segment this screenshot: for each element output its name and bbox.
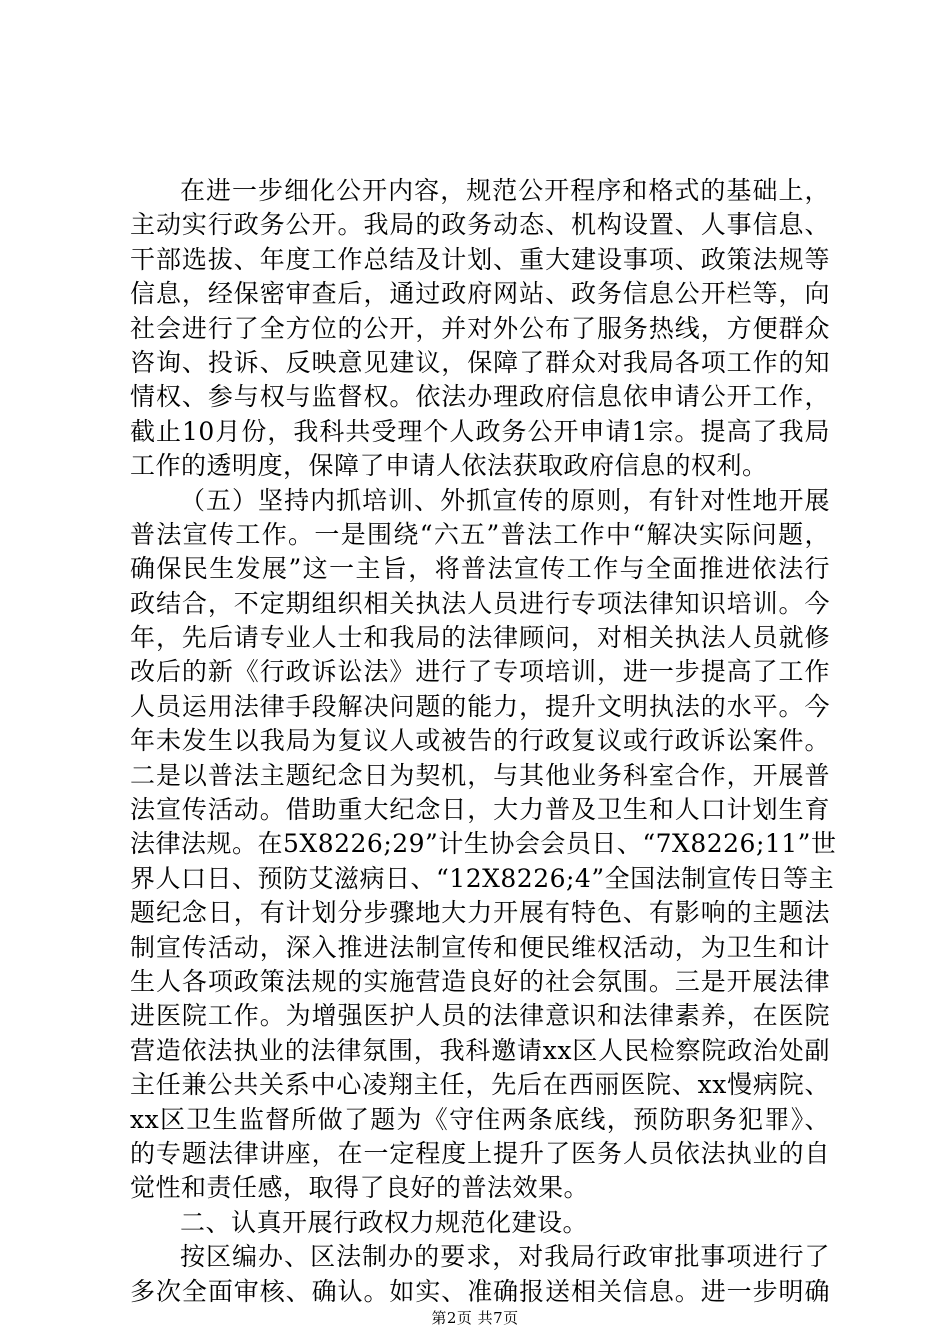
text-line: 生人各项政策法规的实施营造良好的社会氛围。三是开展法律	[130, 966, 830, 996]
text-line: 按区编办、区法制办的要求，对我局行政审批事项进行了	[180, 1242, 830, 1272]
text-line: 的专题法律讲座，在一定程度上提升了医务人员依法执业的自	[130, 1138, 830, 1168]
page-footer: 第2页 共7页	[431, 1309, 519, 1327]
text-line: 进医院工作。为增强医护人员的法律意识和法律素养，在医院	[130, 1001, 830, 1031]
text-line: 普法宣传工作。一是围绕“六五”普法工作中“解决实际问题，	[130, 519, 830, 549]
document-body	[130, 174, 837, 1309]
text-line: 工作的透明度，保障了申请人依法获取政府信息的权利。	[130, 451, 768, 481]
text-line: 年未发生以我局为复议人或被告的行政复议或行政诉讼案件。	[130, 726, 830, 756]
text-line: 在进一步细化公开内容，规范公开程序和格式的基础上，	[180, 176, 830, 205]
text-line: 信息，经保密审查后，通过政府网站、政务信息公开栏等，向	[130, 279, 830, 309]
text-line: 年，先后请专业人士和我局的法律顾问，对相关执法人员就修	[130, 623, 830, 653]
text-line: 社会进行了全方位的公开，并对外公布了服务热线，方便群众	[130, 313, 830, 343]
text-line: 改后的新《行政诉讼法》进行了专项培训，进一步提高了工作	[130, 657, 830, 687]
text-line: 情权、参与权与监督权。依法办理政府信息依申请公开工作，	[130, 382, 830, 412]
text-line: 干部选拔、年度工作总结及计划、重大建设事项、政策法规等	[130, 244, 830, 274]
text-line: （五）坚持内抓培训、外抓宣传的原则，有针对性地开展	[180, 485, 830, 515]
text-line: 二是以普法主题纪念日为契机，与其他业务科室合作，开展普	[130, 760, 830, 790]
text-line: 法宣传活动。借助重大纪念日，大力普及卫生和人口计划生育	[130, 795, 830, 825]
text-line: 人员运用法律手段解决问题的能力，提升文明执法的水平。今	[130, 691, 830, 721]
text-line: xx区卫生监督所做了题为《守住两条底线，预防职务犯罪》、	[130, 1104, 830, 1134]
text-line: 觉性和责任感，取得了良好的普法效果。	[130, 1173, 590, 1203]
text-line: 营造依法执业的法律氛围，我科邀请xx区人民检察院政治处副	[130, 1035, 830, 1065]
text-line: 制宣传活动，深入推进法制宣传和便民维权活动，为卫生和计	[130, 932, 830, 962]
text-line: 题纪念日，有计划分步骤地大力开展有特色、有影响的主题法	[130, 898, 830, 928]
text-line: 政结合，不定期组织相关执法人员进行专项法律知识培训。今	[130, 588, 830, 618]
text-line: 多次全面审核、确认。如实、准确报送相关信息。进一步明确	[130, 1276, 830, 1306]
text-line: 二、认真开展行政权力规范化建设。	[180, 1207, 589, 1237]
text-line: 法律法规。在5X8226;29”计生协会会员日、“7X8226;11”世	[130, 829, 837, 859]
text-line: 截止10月份，我科共受理个人政务公开申请1宗。提高了我局	[130, 416, 830, 446]
text-line: 界人口日、预防艾滋病日、“12X8226;4”全国法制宣传日等主	[130, 863, 835, 893]
text-line: 主任兼公共关系中心凌翔主任，先后在西丽医院、xx慢病院、	[130, 1070, 830, 1100]
text-line: 确保民生发展”这一主旨，将普法宣传工作与全面推进依法行	[130, 554, 830, 584]
text-line: 咨询、投诉、反映意见建议，保障了群众对我局各项工作的知	[130, 347, 830, 377]
text-line: 主动实行政务公开。我局的政务动态、机构设置、人事信息、	[130, 210, 830, 240]
